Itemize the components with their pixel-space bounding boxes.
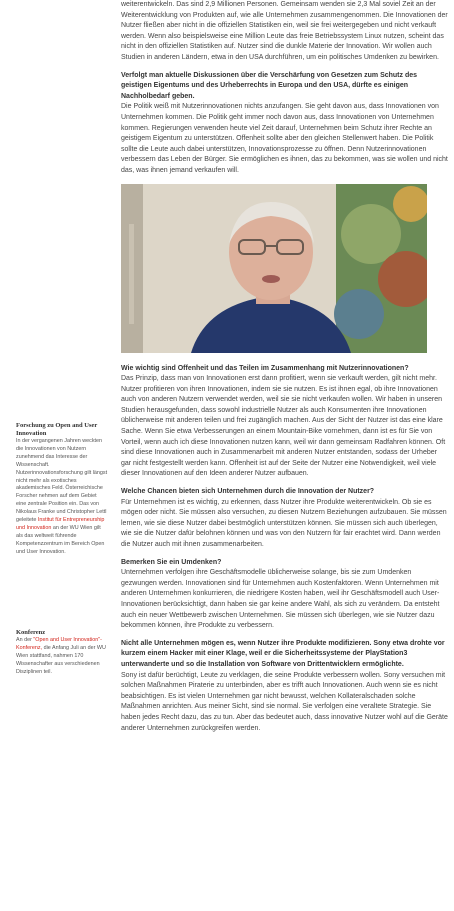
question-5: Nicht alle Unternehmen mögen es, wenn Nutzer ihre Produkte modifizieren. Sony etwa drohte vor kurzem einem Hacker mit einer Klage, weil er die Sicherheitssysteme der PlayStation3 unterwanderte und so die Installation von Software von Drittentwicklern ermöglichte. [121,639,445,668]
intro-paragraph: weiterentwickeln. Das sind 2,9 Millionen Personen. Gemeinsam wenden sie 2,3 Mal soviel Zeit an der Weiterentwicklung von Produkten auf, wie alle Unternehmen zusammengenommen. Die Innovationen der Nutzer fließen aber nicht in die offiziellen Statistiken ein, weil sie frei weitergegeben und nicht verkauft werden. Wenn also beispielsweise eine Million Leute das freie Betriebssystem Linux nutzen, scheint das nicht in den offiziellen Statistiken auf. Nutzer sind die dunkle Materie der Innovation. Wir wollen auch Studien in anderen Ländern, etwa in den USA durchführen, um ein politisches Umdenken zu bewirken. [121,1,448,61]
sidebar-research-text-2: an der WU Wien gilt als das weltweit führende Kompetenzzentrum im Bereich Open und User Innovation. [16,524,105,555]
portrait-photo-icon [121,184,427,353]
question-2: Wie wichtig sind Offenheit und das Teilen im Zusammenhang mit Nutzerinnovationen? [121,364,409,372]
answer-2: Das Prinzip, dass man von Innovationen erst dann profitiert, wenn sie verkauft werden, gilt nicht mehr. Nutzer profitieren von ihren Innovationen, indem sie sie nutzen. Es ist ihnen egal, ob ihre Innovationen auch von anderen Nutzern verwendet werden, weil sie sie nicht verkaufen wollen. Wir haben in unseren Studien herausgefunden, dass sowohl industrielle Nutzer als auch Konsumenten ihre Innovationen üblicherweise mit anderen teilen und frei zugänglich machen. Aus der Sicht der Nutzer ist das eine klare Sache. Wenn Sie etwa Verbesserungen an einem Mountain-Bike vornehmen, dann ist es für Sie von Vorteil, wenn auch ich diese Innovationen nutzen kann, weil wir dann gemeinsam Radfahren können. Oft sind diese Innovationen auch in Zusammenarbeit mit anderen Nutzer entstanden, sodass der Urheber gar nicht festgestellt werden kann. Offenheit ist auf der Seite der Nutzer eine Notwendigkeit, weil viele dieser Innovationen auf den Ideen anderer Nutzer aufbauen. [121,375,446,478]
sidebar-conference-title: Konferenz [16,629,46,636]
sidebar-conference-text-2: die Anfang Juli an der WU Wien stattfand, nahmen 170 Wissenschafter aus verschiedenen Disziplinen teil. [16,644,106,675]
institute-link[interactable]: Institut für Entrepreneurship und Innovation [16,517,105,531]
article-body [121,0,448,741]
answer-4: Unternehmen verfolgen ihre Geschäftsmodelle üblicherweise solange, bis sie zum Umdenken gezwungen werden. Innovationen sind für Unternehmen auch Kostenfaktoren. Wenn Unternehmen mit anderen Unternehmen konkurrieren, die niedrigere Kosten haben, weil ihr Geschäftsmodell auch User-Innovationen berücksichtigt, dann haben sie gar keine andere Wahl, als sich zu verändern. Da entsteht auch ein neuer Wettbewerb zwischen Unternehmen. Sie müssen sich überlegen, wie sie Nutzer dazu bekommen können, ihre Produkte zu verbessern. [121,569,440,630]
answer-1: Die Politik weiß mit Nutzerinnovationen nichts anzufangen. Sie geht davon aus, dass Innovationen von Unternehmen kommen. Die Politik geht immer noch davon aus, dass Innovationen von Unternehmen kommen. Regierungen verwenden heute viel Zeit darauf, Unternehmen beim Schutz ihrer Rechte an geistigem Eigentum zu unterstützen. Offenheit sollte aber den gleichen Stellenwert haben. Die Politik sollte die Leute auch dabei unterstützen, Innovationsprozesse zu öffnen. Denn Nutzerinnovationen verbessern das Leben der Bürger. Sie ermöglichen es ihnen, das zu bekommen, was sie wollen und nicht das, was ihnen jemand verkaufen will. [121,103,448,174]
sidebar-box-research [16,422,108,557]
sidebar-box-conference [16,629,108,677]
question-4: Bemerken Sie ein Umdenken? [121,558,222,566]
sidebar-research-title: Forschung zu Open and User Innovation [16,422,98,437]
sidebar-conference-text: An der [16,637,32,643]
sidebar-research-text: In der vergangenen Jahren weckten die Innovationen von Nutzern zunehmend das Interesse der Wissenschaft. Nutzerinnovationsforschung gilt längst nicht mehr als exotisches akademisches Feld. Österreichische Forscher nehmen auf dem Gebiet eine zentrale Position ein. Das von Nikolaus Franke und Christopher Lettl geleitete [16,438,108,524]
conference-link[interactable]: "Open and User Innovation"-Konferenz, [16,637,102,651]
question-1: Verfolgt man aktuelle Diskussionen über die Verschärfung von Gesetzen zum Schutz des geistigen Eigentums und des Urheberrechts in Europa und den USA, dürfte es einigen Nachholbedarf geben. [121,71,418,100]
answer-3: Für Unternehmen ist es wichtig, zu erkennen, dass Nutzer ihre Produkte weiterentwickeln. Ob sie es mögen oder nicht. Sie müssen also versuchen, zu diesen Nutzern Beziehungen aufzubauen. Sie müssen lernen, wie sie diese Nutzer dabei bestmöglich unterstützen können. Sie müssen sich auch überlegen, wie sie die Nutzer dafür belohnen können und was von den Nutzern für fair erachtet wird. Dann werden die Nutzer auch mit ihnen zusammenarbeiten. [121,498,447,548]
question-3: Welche Chancen bieten sich Unternehmen durch die Innovation der Nutzer? [121,488,375,496]
interview-photo [121,184,427,353]
answer-5: Sony ist dafür berüchtigt, Leute zu verklagen, die seine Produkte verbessern wollen. Sony versuchen mit solchen Maßnahmen Piraterie zu unterbinden, aber es trifft auch Innovationen. Auch wenn sie es nicht beabsichtigen. Es ist vielen Unternehmen gar nicht bewusst, welchen Kollateralschaden solche Maßnahmen anrichten. Aus meiner Sicht, sind sie normal. Sie verfolgen eine veraltete Strategie. Sie haben jedes Recht dazu, das zu tun. Aber das bedeutet auch, dass innovative Nutzer wohl auf die Geräte anderer Unternehmen zurückgreifen werden. [121,671,448,732]
